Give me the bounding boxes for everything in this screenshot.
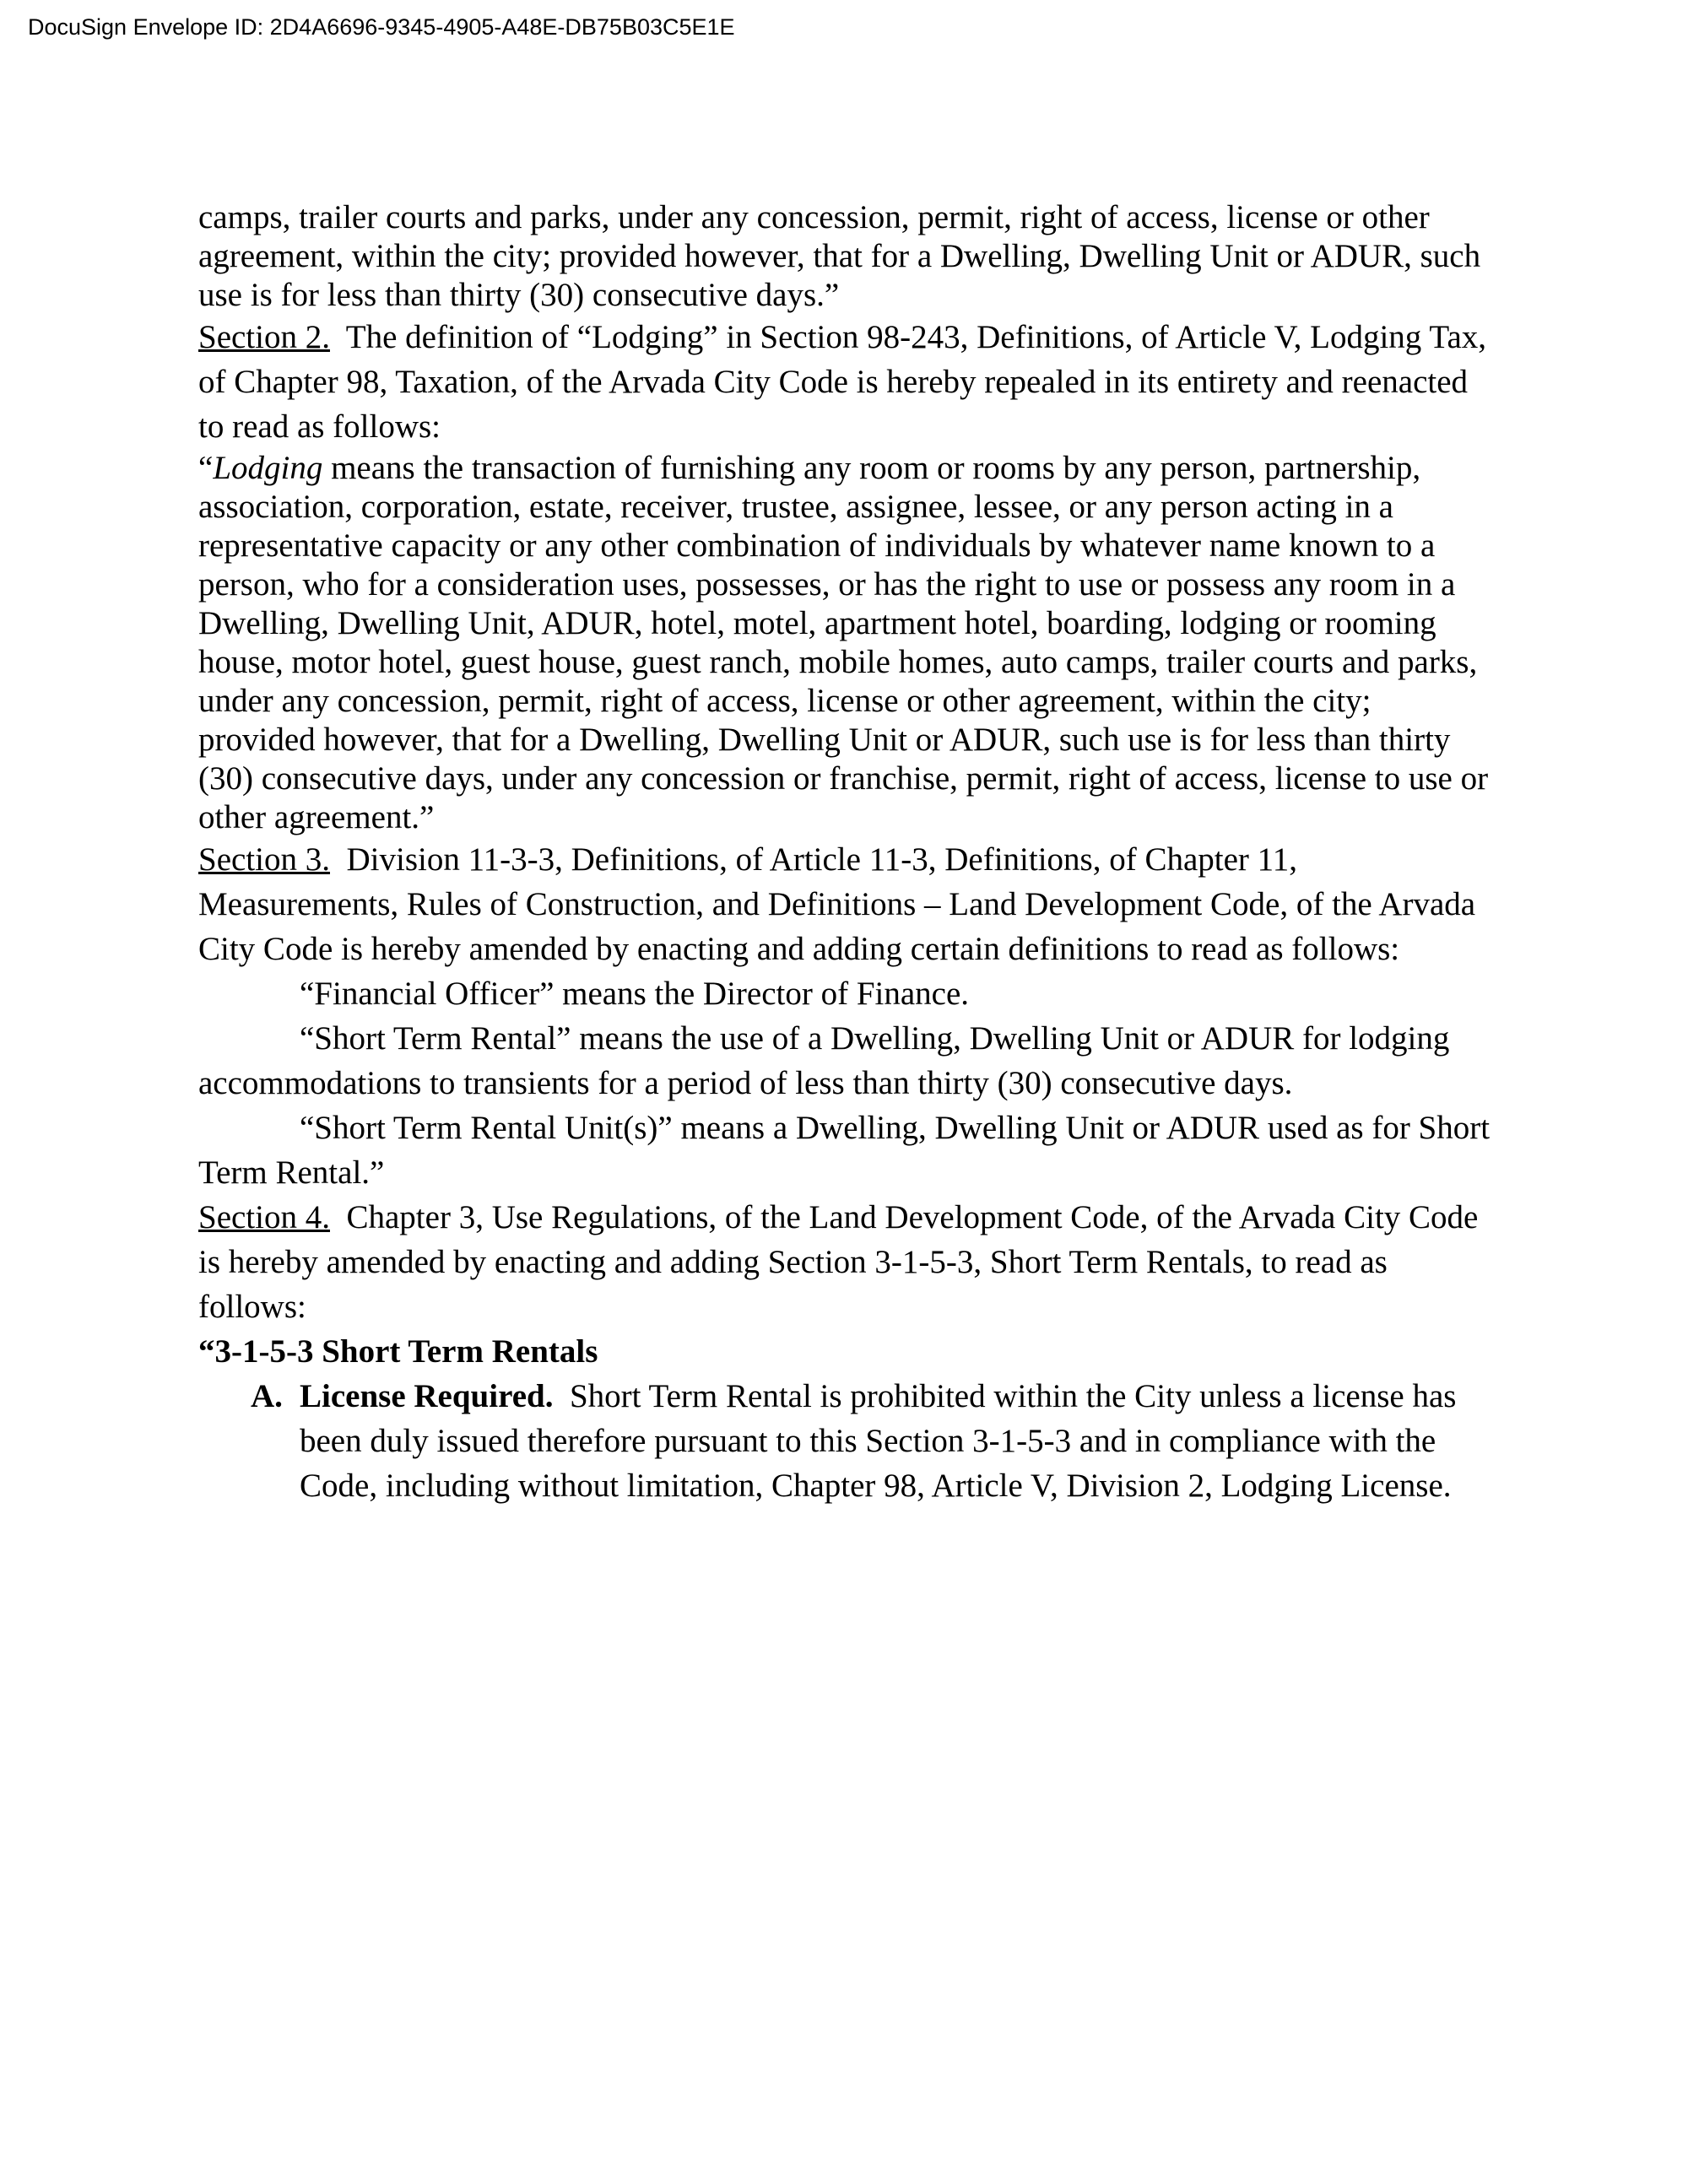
lodging-open-quote: “: [198, 450, 214, 486]
paragraph-continuation-quoted-text: camps, trailer courts and parks, under any concession, permit, right of access, license or other agreement, within the city; provided however, that for a Dwelling, Dwelling Unit or ADUR, such use is for less than thirty (30) consecutive days.”: [198, 199, 1489, 313]
list-item-a-text: Short Term Rental is prohibited within the City unless a license has been duly issued therefore pursuant to this Section 3-1-5-3 and in compliance with the Code, including without limitation, Chapter 98, Article V, Division 2, Lodging License.: [300, 1378, 1465, 1504]
list-item-a-title: License Required.: [300, 1378, 554, 1414]
lodging-definition-paragraph: [198, 449, 1496, 837]
docusign-envelope-id: DocuSign Envelope ID: 2D4A6696-9345-4905-A48E-DB75B03C5E1E: [28, 14, 735, 40]
section-3-paragraph: [198, 837, 1491, 971]
definition-short-term-rental: “Short Term Rental” means the use of a Dwelling, Dwelling Unit or ADUR for lodging accommodations to transients for a period of less than thirty (30) consecutive days.: [198, 1020, 1458, 1101]
section-2-text: The definition of “Lodging” in Section 98-243, Definitions, of Article V, Lodging Tax, of Chapter 98, Taxation, of the Arvada City Code is hereby repealed in its entirety and reenacted to read as follows:: [198, 319, 1495, 445]
definition-short-term-rental-units: “Short Term Rental Unit(s)” means a Dwelling, Dwelling Unit or ADUR used as for Short Term Rental.”: [198, 1110, 1498, 1191]
section-4-paragraph: [198, 1195, 1491, 1329]
lodging-definition-text: means the transaction of furnishing any room or rooms by any person, partnership, association, corporation, estate, receiver, trustee, assignee, lessee, or any person acting in a representative capacity or any other combination of individuals by whatever name known to a person, who for a consideration uses, possesses, or has the right to use or possess any room in a Dwelling, Dwelling Unit, ADUR, hotel, motel, apartment hotel, boarding, lodging or rooming house, motor hotel, guest house, guest ranch, mobile homes, auto camps, trailer courts and parks, under any concession, permit, right of access, license or other agreement, within the city; provided however, that for a Dwelling, Dwelling Unit or ADUR, such use is for less than thirty (30) consecutive days, under any concession or franchise, permit, right of access, license to use or other agreement.”: [198, 450, 1496, 835]
definition-financial-officer: “Financial Officer” means the Director of Finance.: [300, 976, 970, 1012]
list-item-a-license-required: [198, 1374, 1491, 1508]
section-3-label: Section 3.: [198, 841, 330, 878]
lodging-term-italic: Lodging: [213, 450, 323, 486]
list-item-a-marker: A.: [251, 1378, 283, 1414]
section-4-text: Chapter 3, Use Regulations, of the Land Development Code, of the Arvada City Code is hereby amended by enacting and adding Section 3-1-5-3, Short Term Rentals, to read as follows:: [198, 1199, 1487, 1325]
code-section-heading: “3-1-5-3 Short Term Rentals: [198, 1333, 598, 1370]
section-4-label: Section 4.: [198, 1199, 330, 1235]
section-2-label: Section 2.: [198, 319, 330, 355]
section-3-text: Division 11-3-3, Definitions, of Article 11-3, Definitions, of Chapter 11, Measurements, Rules of Construction, and Definitions – Land Development Code, of the Arvada City Code is hereby amended by enacting and adding certain definitions to read as follows:: [198, 841, 1484, 967]
document-body: [198, 0, 1498, 1508]
section-2-paragraph: [198, 315, 1495, 449]
